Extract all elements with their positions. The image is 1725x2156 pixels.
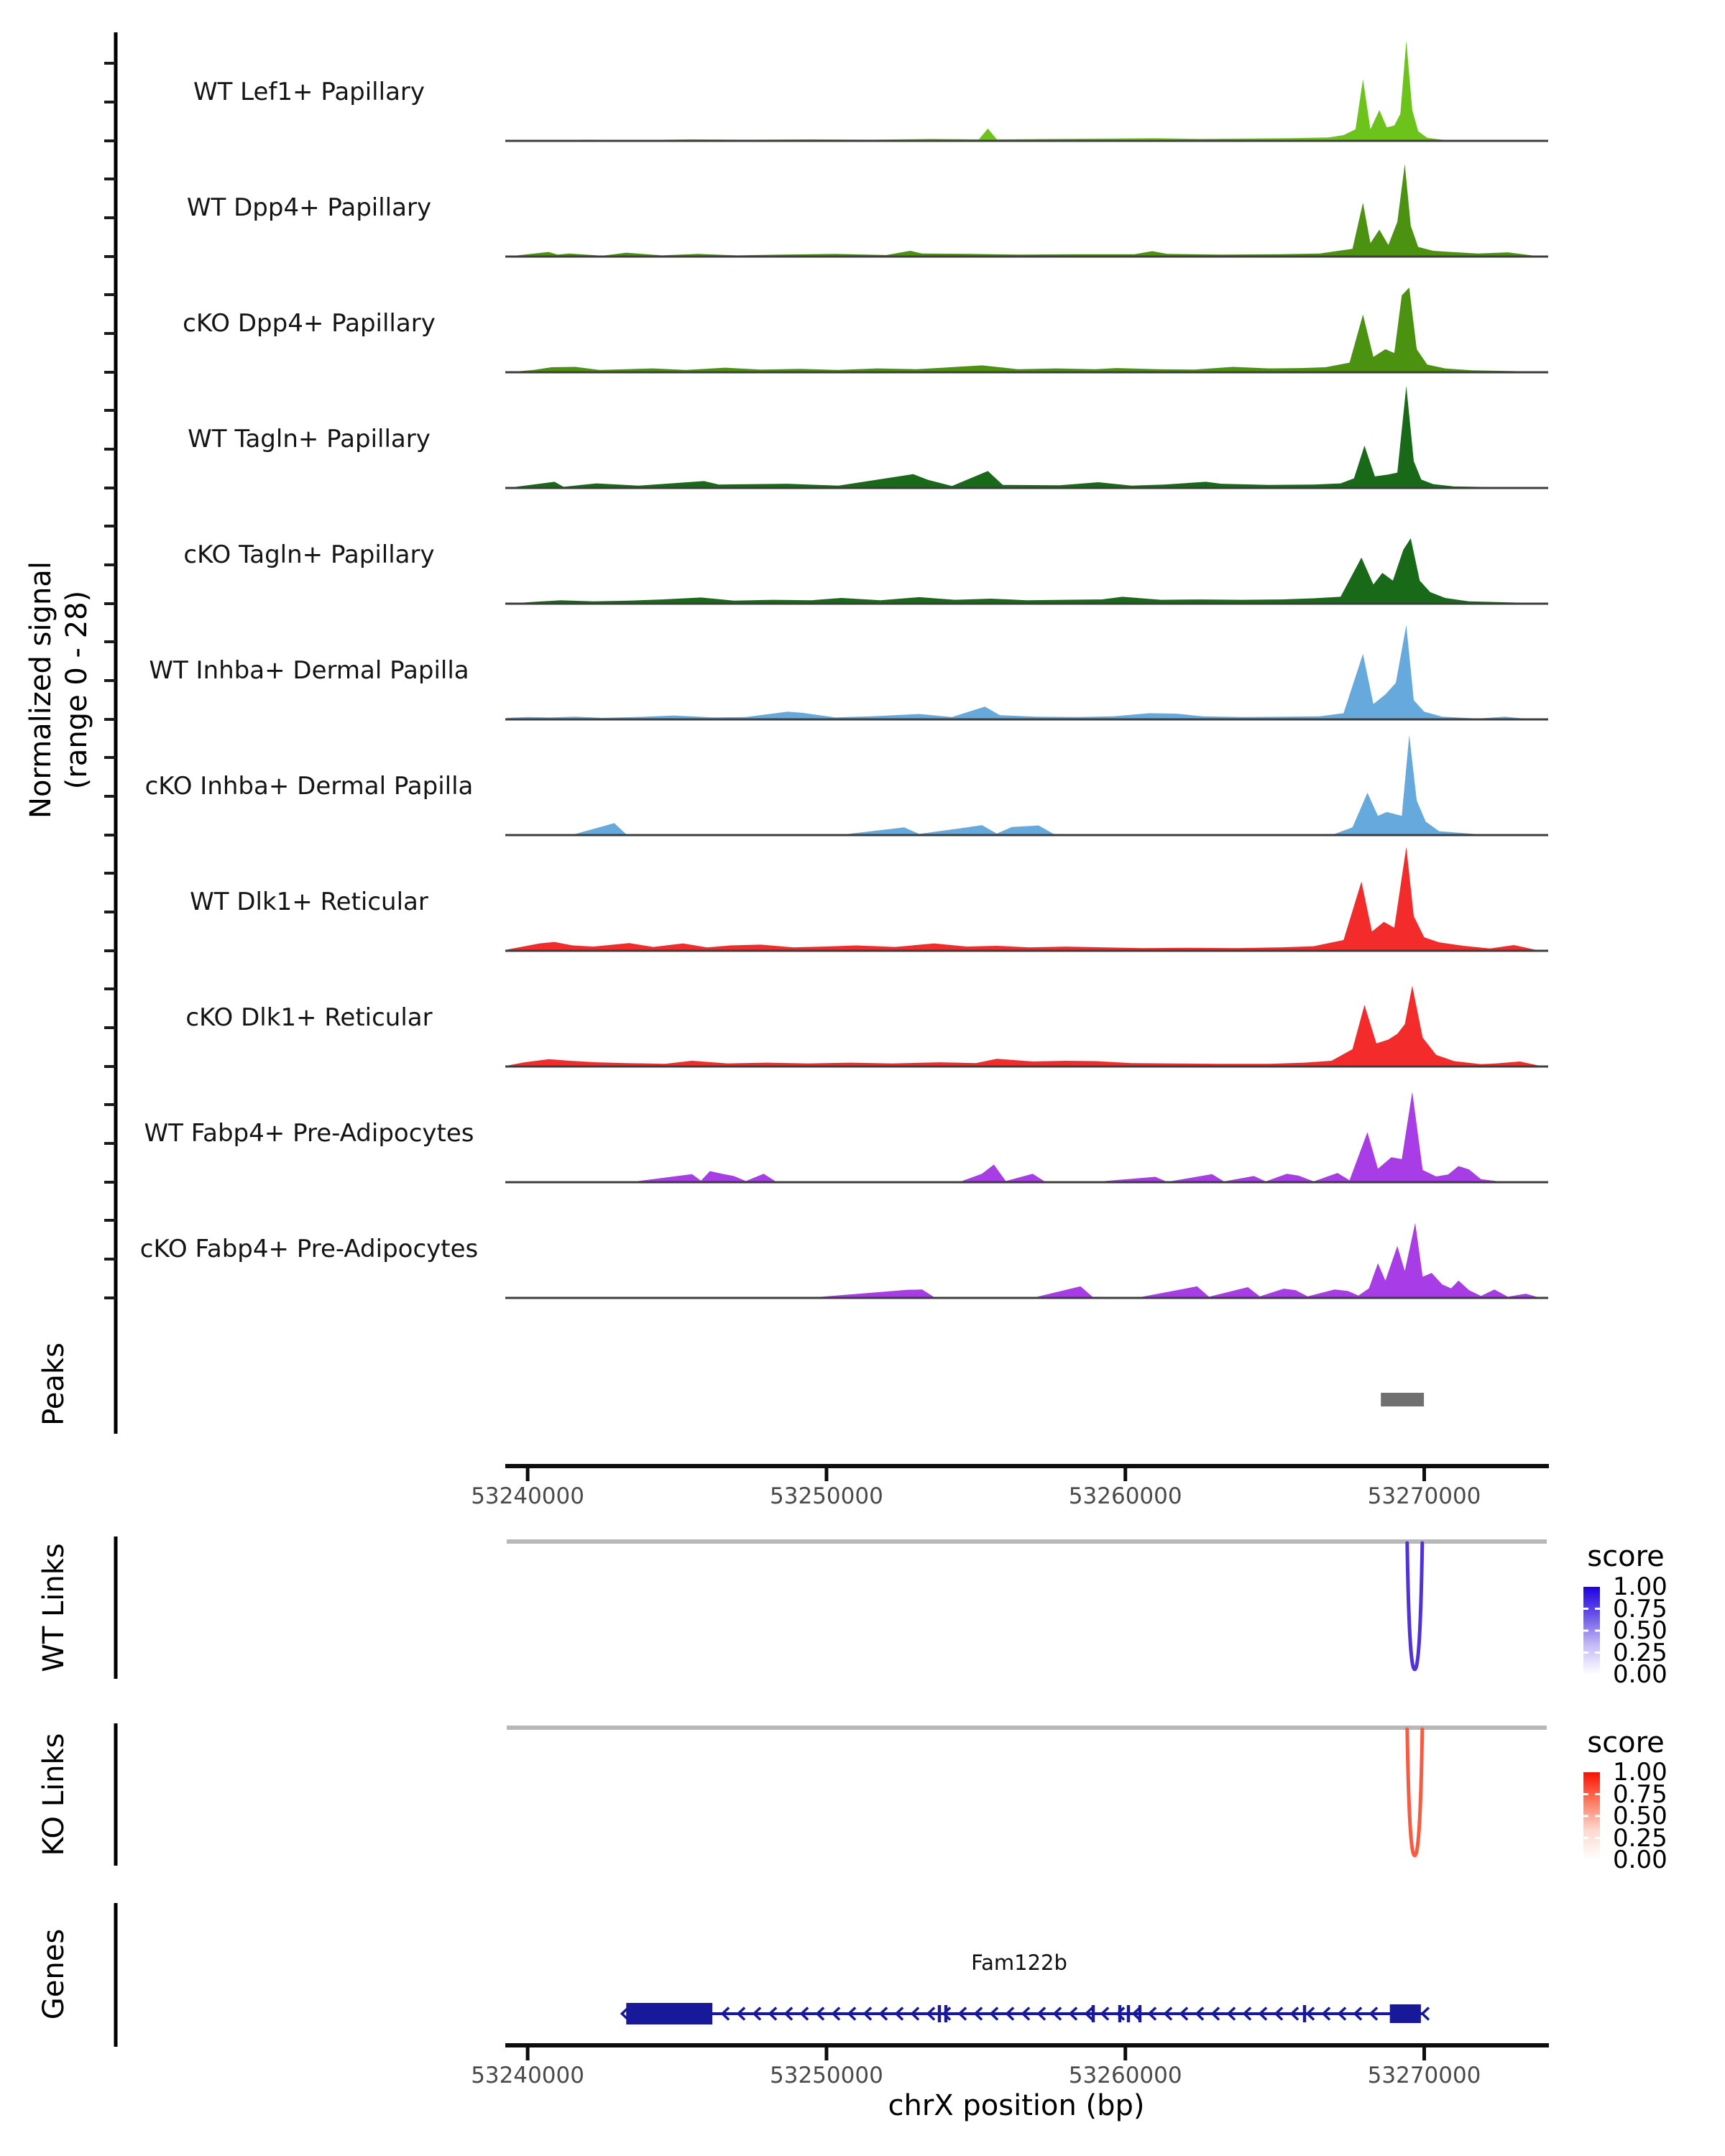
track-label-4: WT Tagln+ Papillary <box>188 425 431 453</box>
track-label-9: cKO Dlk1+ Reticular <box>185 1003 433 1032</box>
gene-utr-exon-box <box>626 2003 712 2024</box>
wt-legend-notch <box>1595 1630 1600 1632</box>
wt-legend-tick-label-1: 0.75 <box>1613 1594 1668 1623</box>
ko-legend-notch <box>1595 1815 1600 1818</box>
ko-legend-notch <box>1595 1837 1600 1839</box>
y-axis-label-line2: (range 0 - 28) <box>60 590 93 790</box>
x-axis-title: chrX position (bp) <box>888 2089 1145 2122</box>
signal-area-track-8 <box>507 847 1547 951</box>
ko-legend-notch <box>1583 1837 1588 1839</box>
signal-area-track-4 <box>507 386 1547 488</box>
top-axis-tick-label-3: 53270000 <box>1367 1483 1481 1509</box>
wt-legend-tick-label-0: 1.00 <box>1613 1572 1668 1601</box>
bottom-axis-tick-label-0: 53240000 <box>471 2063 584 2088</box>
bottom-axis-tick-label-2: 53260000 <box>1068 2063 1182 2088</box>
ko-legend-tick-label-2: 0.50 <box>1613 1802 1668 1830</box>
track-label-10: WT Fabp4+ Pre-Adipocytes <box>144 1119 474 1148</box>
ko-legend-tick-label-3: 0.25 <box>1613 1823 1668 1853</box>
gene-terminal-exon-box <box>1390 2004 1421 2023</box>
wt-score-legend-title: score <box>1587 1540 1665 1573</box>
signal-area-track-11 <box>507 1223 1547 1299</box>
wt-links-section-label: WT Links <box>37 1543 70 1672</box>
gene-exon-tick <box>1092 2005 1095 2022</box>
signal-area-track-9 <box>507 986 1547 1067</box>
gene-name-label: Fam122b <box>971 1950 1067 1975</box>
ko-links-section-label: KO Links <box>37 1733 70 1856</box>
signal-area-track-7 <box>507 735 1547 835</box>
wt-legend-tick-label-4: 0.00 <box>1613 1660 1668 1689</box>
track-label-5: cKO Tagln+ Papillary <box>183 540 435 569</box>
signal-area-track-10 <box>507 1092 1547 1182</box>
track-label-3: cKO Dpp4+ Papillary <box>183 309 436 338</box>
signal-area-track-6 <box>507 625 1547 719</box>
track-label-2: WT Dpp4+ Papillary <box>186 193 432 222</box>
ko-legend-tick-label-0: 1.00 <box>1613 1758 1668 1787</box>
signal-area-track-1 <box>507 41 1547 141</box>
gene-exon-tick <box>938 2005 941 2022</box>
y-axis-label-line1: Normalized signal <box>24 561 58 819</box>
wt-legend-notch <box>1583 1651 1588 1654</box>
wt-legend-notch <box>1583 1608 1588 1610</box>
ko-legend-tick-label-4: 0.00 <box>1613 1846 1668 1874</box>
wt-legend-tick-label-2: 0.50 <box>1613 1616 1668 1645</box>
ko-legend-tick-label-1: 0.75 <box>1613 1779 1668 1809</box>
ko-score-legend-title: score <box>1587 1726 1665 1759</box>
ko-link-arc <box>1407 1729 1422 1856</box>
bottom-axis-tick-label-3: 53270000 <box>1367 2063 1481 2088</box>
gene-exon-tick <box>1303 2005 1306 2022</box>
ko-legend-notch <box>1583 1793 1588 1795</box>
top-axis-tick-label-0: 53240000 <box>471 1483 584 1509</box>
track-label-8: WT Dlk1+ Reticular <box>190 888 428 916</box>
wt-legend-tick-label-3: 0.25 <box>1613 1638 1668 1667</box>
y-axis-label <box>23 561 95 819</box>
track-label-1: WT Lef1+ Papillary <box>193 78 426 106</box>
gene-exon-tick <box>944 2005 947 2022</box>
ko-legend-notch <box>1595 1793 1600 1795</box>
gene-exon-tick <box>1118 2005 1121 2022</box>
gene-strand-arrow-icon <box>1422 2008 1429 2020</box>
track-label-7: cKO Inhba+ Dermal Papilla <box>144 772 474 801</box>
gene-exon-tick <box>1138 2005 1141 2022</box>
genes-section-label: Genes <box>37 1928 70 2020</box>
peaks-section-label: Peaks <box>37 1342 70 1426</box>
top-axis-tick-label-2: 53260000 <box>1068 1483 1182 1509</box>
signal-area-track-3 <box>507 287 1547 372</box>
signal-area-track-5 <box>507 538 1547 604</box>
wt-link-arc <box>1407 1543 1422 1669</box>
wt-legend-notch <box>1595 1651 1600 1654</box>
peak-interval <box>1381 1393 1424 1406</box>
bottom-axis-tick-label-1: 53250000 <box>770 2063 883 2088</box>
signal-area-track-2 <box>507 164 1547 257</box>
wt-legend-notch <box>1583 1630 1588 1632</box>
track-label-6: WT Inhba+ Dermal Papilla <box>149 656 469 685</box>
ko-legend-notch <box>1583 1815 1588 1818</box>
wt-legend-notch <box>1595 1608 1600 1610</box>
top-axis-tick-label-1: 53250000 <box>770 1483 883 1509</box>
track-label-11: cKO Fabp4+ Pre-Adipocytes <box>139 1235 479 1263</box>
gene-exon-tick <box>1127 2005 1130 2022</box>
